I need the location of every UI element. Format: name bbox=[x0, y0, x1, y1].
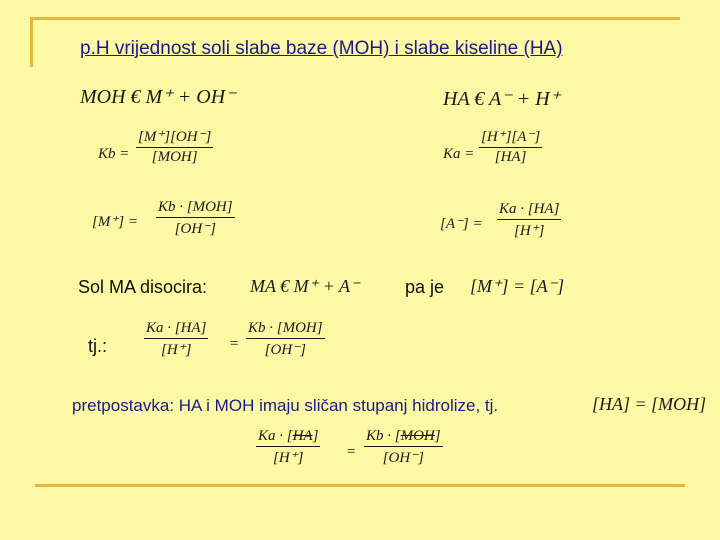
salt-label: Sol MA disocira: bbox=[78, 277, 208, 297]
m-denominator: [OH⁻] bbox=[156, 217, 235, 238]
ka-numerator: [H⁺][A⁻] bbox=[481, 129, 541, 145]
assumption-text: pretpostavka: HA i MOH imaju sličan stupanj hidrolize, tj. bbox=[72, 396, 499, 415]
frame-bottom-line bbox=[35, 484, 685, 487]
m-numerator: Kb · [MOH] bbox=[158, 199, 233, 215]
final-left-denominator: [H⁺] bbox=[256, 446, 320, 467]
final-left-fraction bbox=[256, 428, 320, 467]
final-equals: = bbox=[346, 444, 357, 460]
kb-fraction bbox=[136, 127, 213, 166]
tj-right-numerator: Kb · [MOH] bbox=[248, 320, 323, 336]
tj-right-denominator: [OH⁻] bbox=[246, 338, 325, 359]
kb-lhs: Kb = bbox=[98, 146, 130, 162]
moh-dissociation: MOH € M⁺ + OH⁻ bbox=[80, 86, 236, 108]
ma-dissociation: MA € M⁺ + A⁻ bbox=[250, 276, 360, 296]
kb-denominator: [MOH] bbox=[136, 147, 213, 166]
tj-left-fraction bbox=[144, 320, 208, 359]
kb-numerator: [M⁺][OH⁻] bbox=[138, 129, 212, 145]
tj-equals: = bbox=[229, 336, 240, 352]
ka-denominator: [HA] bbox=[479, 147, 542, 166]
tj-label: tj.: bbox=[88, 336, 108, 356]
a-fraction bbox=[497, 201, 561, 240]
tj-left-denominator: [H⁺] bbox=[144, 338, 208, 359]
frame-left-line bbox=[30, 17, 33, 67]
ka-lhs: Ka = bbox=[443, 146, 475, 162]
final-left-numerator: Ka · [HA] bbox=[258, 428, 319, 444]
ha-dissociation: HA € A⁻ + H⁺ bbox=[443, 88, 561, 110]
frame-top-line bbox=[30, 17, 680, 20]
m-equals-a: [M⁺] = [A⁻] bbox=[470, 276, 565, 296]
slide-title: p.H vrijednost soli slabe baze (MOH) i slabe kiseline (HA) bbox=[80, 38, 563, 59]
m-lhs: [M⁺] = bbox=[92, 214, 138, 230]
a-denominator: [H⁺] bbox=[497, 219, 561, 240]
m-fraction bbox=[156, 199, 235, 238]
tj-right-fraction bbox=[246, 320, 325, 359]
ha-equals-moh: [HA] = [MOH] bbox=[592, 394, 707, 414]
pa-je-label: pa je bbox=[405, 277, 445, 297]
a-lhs: [A⁻] = bbox=[440, 216, 483, 232]
struck-ha: HA bbox=[292, 428, 313, 444]
final-right-denominator: [OH⁻] bbox=[364, 446, 443, 467]
struck-moh: MOH bbox=[400, 428, 435, 444]
tj-left-numerator: Ka · [HA] bbox=[146, 320, 207, 336]
final-right-numerator: Kb · [MOH] bbox=[366, 428, 441, 444]
final-right-fraction bbox=[364, 428, 443, 467]
ka-fraction bbox=[479, 127, 542, 166]
a-numerator: Ka · [HA] bbox=[499, 201, 560, 217]
